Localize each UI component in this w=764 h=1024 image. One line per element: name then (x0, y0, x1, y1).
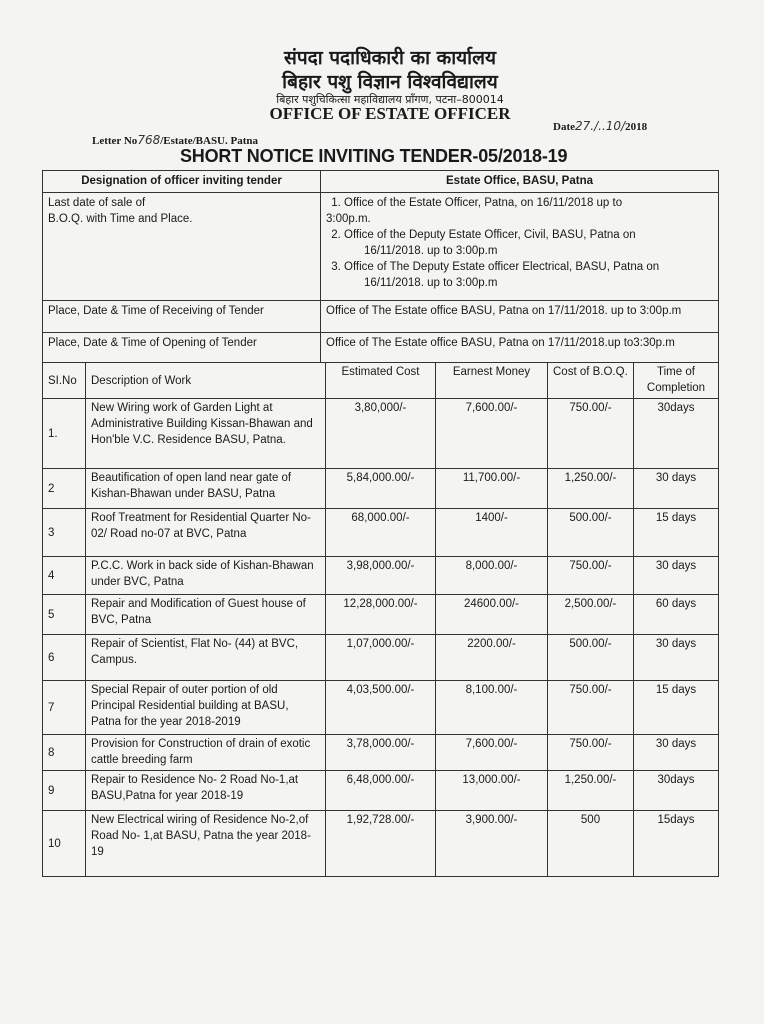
cell-description: P.C.C. Work in back side of Kishan-Bhawan under BVC, Patna (86, 557, 326, 595)
cell-time: 15 days (634, 509, 719, 557)
receiving-value: Office of The Estate office BASU, Patna on 17/11/2018. up to 3:00p.m (321, 301, 719, 333)
table-row (43, 509, 719, 557)
date-year: 2018 (625, 121, 648, 133)
boq-place-time: 16/11/2018. up to 3:00p.m (364, 277, 498, 289)
cell-slno: 2 (43, 469, 86, 509)
table-row (43, 635, 719, 681)
cell-boq-cost: 750.00/- (548, 399, 634, 469)
cell-estimated-cost: 12,28,000.00/- (326, 595, 436, 635)
cell-boq-cost: 750.00/- (548, 735, 634, 771)
table-row (43, 735, 719, 771)
table-row (43, 771, 719, 811)
cell-slno: 7 (43, 681, 86, 735)
table-row (43, 557, 719, 595)
cell-description: New Wiring work of Garden Light at Administrative Building Kissan-Bhawan and Hon'ble V.C. Residence BASU, Patna. (86, 399, 326, 469)
col-header-slno: SI.No (43, 363, 86, 399)
cell-time: 60 days (634, 595, 719, 635)
letter-suffix: /Estate/BASU. Patna (160, 135, 258, 147)
opening-value: Office of The Estate office BASU, Patna on 17/11/2018.up to3:30p.m (321, 333, 719, 363)
cell-description: Roof Treatment for Residential Quarter No-02/ Road no-07 at BVC, Patna (86, 509, 326, 557)
date-prefix: Date (553, 121, 575, 133)
cell-description: Repair and Modification of Guest house of BVC, Patna (86, 595, 326, 635)
col-header-description: Description of Work (86, 363, 326, 399)
cell-estimated-cost: 1,92,728.00/- (326, 811, 436, 877)
cell-description: Beautification of open land near gate of Kishan-Bhawan under BASU, Patna (86, 469, 326, 509)
hindi-university-name: बिहार पशु विज्ञान विश्वविद्यालय (282, 71, 498, 93)
col-header-time: Time of Completion (634, 363, 719, 399)
designation-label: Designation of officer inviting tender (43, 171, 321, 193)
designation-value: Estate Office, BASU, Patna (321, 171, 719, 193)
hindi-office-title: संपदा पदाधिकारी का कार्यालय (284, 47, 496, 69)
cell-boq-cost: 500.00/- (548, 509, 634, 557)
cell-slno: 9 (43, 771, 86, 811)
boq-place-item (326, 195, 713, 227)
works-header-row (43, 363, 719, 399)
receiving-label: Place, Date & Time of Receiving of Tender (43, 301, 321, 333)
table-row (43, 595, 719, 635)
cell-time: 30days (634, 399, 719, 469)
letter-prefix: Letter No (92, 135, 138, 147)
cell-estimated-cost: 1,07,000.00/- (326, 635, 436, 681)
opening-label: Place, Date & Time of Opening of Tender (43, 333, 321, 363)
cell-time: 30 days (634, 735, 719, 771)
cell-estimated-cost: 3,98,000.00/- (326, 557, 436, 595)
letter-date (553, 119, 647, 133)
cell-boq-cost: 750.00/- (548, 557, 634, 595)
boq-places (321, 193, 719, 301)
cell-time: 30days (634, 771, 719, 811)
cell-description: Special Repair of outer portion of old Principal Residential building at BASU, Patna for the year 2018-2019 (86, 681, 326, 735)
cell-boq-cost: 500 (548, 811, 634, 877)
cell-estimated-cost: 3,78,000.00/- (326, 735, 436, 771)
cell-slno: 1. (43, 399, 86, 469)
letter-no-handwritten: 768 (137, 133, 161, 147)
boq-place-text: Office of The Deputy Estate officer Electrical, BASU, Patna on (344, 261, 660, 273)
cell-slno: 3 (43, 509, 86, 557)
cell-time: 15days (634, 811, 719, 877)
cell-boq-cost: 500.00/- (548, 635, 634, 681)
table-row (43, 469, 719, 509)
cell-estimated-cost: 6,48,000.00/- (326, 771, 436, 811)
cell-estimated-cost: 3,80,000/- (326, 399, 436, 469)
boq-place-time: 16/11/2018. up to 3:00p.m (364, 245, 498, 257)
cell-description: Provision for Construction of drain of exotic cattle breeding farm (86, 735, 326, 771)
cell-time: 30 days (634, 635, 719, 681)
table-row (43, 399, 719, 469)
cell-earnest-money: 2200.00/- (436, 635, 548, 681)
cell-estimated-cost: 4,03,500.00/- (326, 681, 436, 735)
boq-place-text: Office of the Deputy Estate Officer, Civil, BASU, Patna on (344, 229, 636, 241)
cell-earnest-money: 7,600.00/- (436, 735, 548, 771)
tender-info-table (42, 170, 719, 363)
table-row (43, 681, 719, 735)
cell-earnest-money: 8,000.00/- (436, 557, 548, 595)
cell-estimated-cost: 5,84,000.00/- (326, 469, 436, 509)
cell-time: 15 days (634, 681, 719, 735)
col-header-earnest-money: Earnest Money (436, 363, 548, 399)
cell-boq-cost: 750.00/- (548, 681, 634, 735)
cell-earnest-money: 7,600.00/- (436, 399, 548, 469)
cell-earnest-money: 24600.00/- (436, 595, 548, 635)
col-header-estimated-cost: Estimated Cost (326, 363, 436, 399)
office-heading: OFFICE OF ESTATE OFFICER (269, 104, 511, 123)
cell-earnest-money: 13,000.00/- (436, 771, 548, 811)
works-table (42, 362, 719, 877)
cell-time: 30 days (634, 469, 719, 509)
cell-slno: 8 (43, 735, 86, 771)
date-handwritten: 27./..10/ (575, 119, 626, 133)
cell-earnest-money: 8,100.00/- (436, 681, 548, 735)
notice-title: SHORT NOTICE INVITING TENDER-05/2018-19 (180, 146, 568, 166)
cell-description: New Electrical wiring of Residence No-2,of Road No- 1,at BASU, Patna the year 2018-19 (86, 811, 326, 877)
cell-boq-cost: 1,250.00/- (548, 771, 634, 811)
hindi-address: बिहार पशुचिकित्सा महाविद्यालय प्रॉंगण, पटना–800014 (276, 93, 504, 106)
cell-estimated-cost: 68,000.00/- (326, 509, 436, 557)
cell-time: 30 days (634, 557, 719, 595)
cell-earnest-money: 11,700.00/- (436, 469, 548, 509)
boq-label-line1: Last date of sale of (48, 197, 146, 209)
boq-place-time: 3:00p.m. (326, 213, 371, 225)
cell-slno: 5 (43, 595, 86, 635)
col-header-boq-cost: Cost of B.O.Q. (548, 363, 634, 399)
cell-slno: 6 (43, 635, 86, 681)
cell-earnest-money: 1400/- (436, 509, 548, 557)
boq-place-item (344, 227, 713, 259)
boq-label (43, 193, 321, 301)
cell-slno: 10 (43, 811, 86, 877)
letter-number (92, 133, 258, 147)
cell-earnest-money: 3,900.00/- (436, 811, 548, 877)
cell-slno: 4 (43, 557, 86, 595)
cell-description: Repair to Residence No- 2 Road No-1,at BASU,Patna for year 2018-19 (86, 771, 326, 811)
table-row (43, 811, 719, 877)
cell-boq-cost: 2,500.00/- (548, 595, 634, 635)
cell-description: Repair of Scientist, Flat No- (44) at BVC, Campus. (86, 635, 326, 681)
boq-place-item (344, 259, 713, 291)
cell-boq-cost: 1,250.00/- (548, 469, 634, 509)
boq-label-line2: B.O.Q. with Time and Place. (48, 213, 193, 225)
boq-place-text: Office of the Estate Officer, Patna, on 16/11/2018 up to (344, 197, 623, 209)
